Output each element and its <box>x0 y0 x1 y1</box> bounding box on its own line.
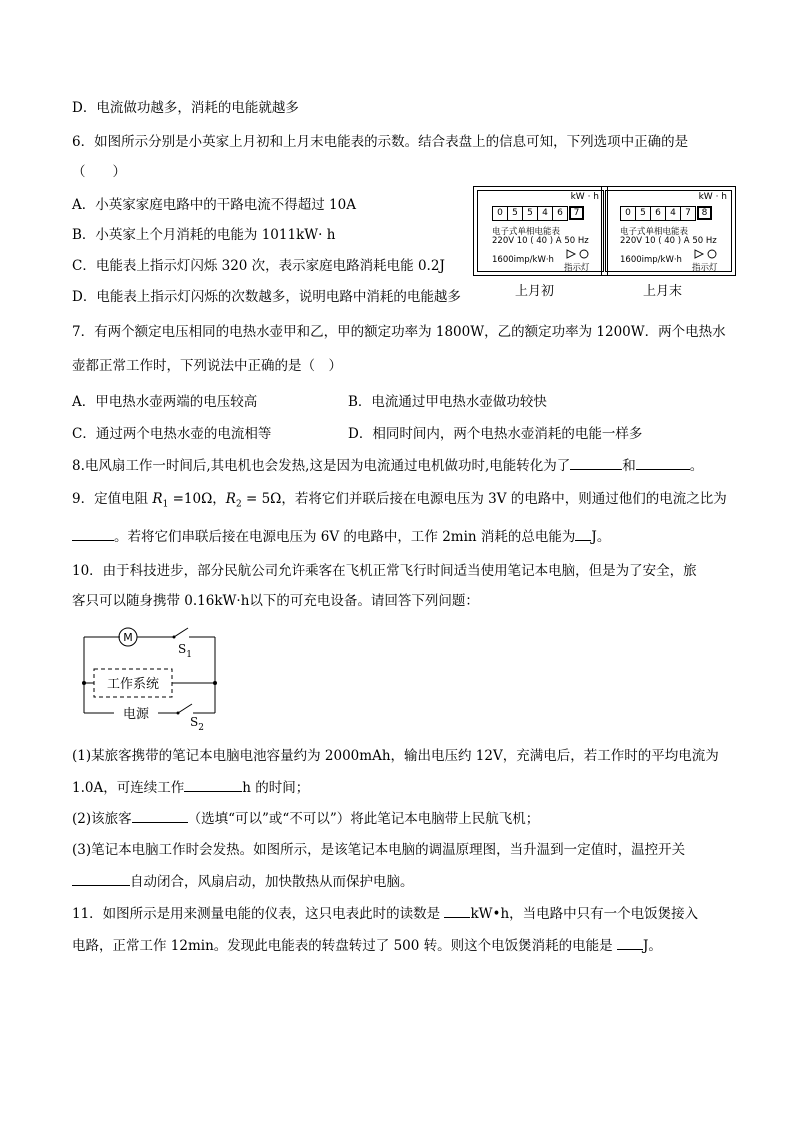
q10-sub1-text-2: h 的时间； <box>242 780 310 796</box>
q10-sub3-text: 自动闭合，风扇启动，加快散热从而保护电脑。 <box>130 874 414 890</box>
meter1-name: 电子式单相电能表 <box>492 227 561 237</box>
q10-sub3-line2 <box>72 871 414 892</box>
switch-pivot <box>177 712 180 715</box>
meter2-unit: kW · h <box>698 192 727 202</box>
meter1-unit: kW · h <box>570 192 599 202</box>
q10-sub2-blank[interactable] <box>132 808 188 823</box>
q9-text-3: J。 <box>591 529 611 545</box>
meter2-indicator-label: 指示灯 <box>692 263 718 273</box>
switch-s1-sub: 1 <box>186 650 192 660</box>
q9-line1 <box>72 489 727 515</box>
q10-sub1-line1: (1)某旅客携带的笔记本电脑电池容量约为 2000mAh，输出电压约 12V，充满电后，若工作时的平均电流为 <box>72 748 719 764</box>
meter1-imp: 1600imp/kW·h <box>492 255 554 265</box>
meter2-digit: 7 <box>680 206 696 221</box>
q9-r2-symbol: R <box>225 491 236 507</box>
q11-text-3: 电路，正常工作 12min。发现此电能表的转盘转过了 500 转。则这个电饭煲消耗的电能是 <box>72 938 617 954</box>
q11-line1 <box>72 903 698 924</box>
meter-start-of-month <box>473 186 608 276</box>
q7-option-a: A．甲电热水壶两端的电压较高 <box>72 394 258 410</box>
q11-text-4: J。 <box>642 938 662 954</box>
meter-end-of-month <box>601 186 736 276</box>
q9-r1-sub: 1 <box>162 499 169 510</box>
meter1-indicator-label: 指示灯 <box>564 263 590 273</box>
q9-r1-value: =10Ω， <box>168 491 226 507</box>
q6-option-b: B．小英家上个月消耗的电能为 1011kW· h <box>72 227 336 243</box>
switch-pivot <box>173 636 176 639</box>
meter1-digit: 6 <box>552 206 568 221</box>
circuit-diagram <box>72 625 222 733</box>
meter2-digit: 4 <box>665 206 681 221</box>
meter1-digit: 5 <box>522 206 538 221</box>
q7-option-d: D．相同时间内，两个电热水壶消耗的电能一样多 <box>348 426 643 442</box>
q11-blank-1[interactable] <box>444 903 470 918</box>
q8-blank-1[interactable] <box>570 455 622 470</box>
q8-text-1: 8.电风扇工作一时间后,其电机也会发热,这是因为电流通过电机做功时,电能转化为了 <box>72 458 571 474</box>
junction-dot <box>82 681 86 685</box>
q9-blank-2[interactable] <box>575 526 591 541</box>
q9-line2 <box>72 526 610 547</box>
meter2-digit: 0 <box>620 206 636 221</box>
q6-option-a: A．小英家家庭电路中的干路电流不得超过 10A <box>72 197 356 213</box>
meter1-caption: 上月初 <box>515 284 555 299</box>
q11-line2 <box>72 935 662 956</box>
switch-s2-letter: S <box>190 715 199 729</box>
q9-r2-sub: 2 <box>235 499 242 510</box>
q9-text-2: 。若将它们串联后接在电源电压为 6V 的电路中，工作 2min 消耗的总电能为 <box>114 529 576 545</box>
q9-blank-1[interactable] <box>72 526 114 541</box>
q8-text-2: 和 <box>622 458 636 474</box>
q10-sub1-blank[interactable] <box>184 777 242 792</box>
meter2-caption: 上月末 <box>643 284 683 299</box>
q7-line2: 壶都正常工作时，下列说法中正确的是（ ） <box>72 358 342 374</box>
meter2-digit: 6 <box>650 206 666 221</box>
q10-sub3-blank[interactable] <box>72 871 130 886</box>
meter2-digits <box>620 206 711 221</box>
junction-dot <box>213 681 217 685</box>
q6-option-c: C．电能表上指示灯闪烁 320 次，表示家庭电路消耗电能 0.2J <box>72 258 445 274</box>
q10-sub2-text-2: （选填“可以”或“不可以”）将此笔记本电脑带上民航飞机； <box>187 811 540 827</box>
q6-paren: （ ） <box>72 164 126 180</box>
meter1-digit-decimal: 7 <box>569 206 584 220</box>
q6-option-d: D．电能表上指示灯闪烁的次数越多，说明电路中消耗的电能越多 <box>72 289 461 305</box>
switch-s2-sub: 2 <box>198 723 204 733</box>
q8-blank-2[interactable] <box>636 455 690 470</box>
meter1-digit: 0 <box>492 206 508 221</box>
q11-text-1: 11．如图所示是用来测量电能的仪表，这只电表此时的读数是 <box>72 906 445 922</box>
q7-line1: 7．有两个额定电压相同的电热水壶甲和乙，甲的额定功率为 1800W，乙的额定功率为 1200W．两个电热水 <box>72 324 726 340</box>
q10-sub1-line2 <box>72 777 309 798</box>
meter2-digit-decimal: 8 <box>697 206 712 220</box>
q7-option-b: B．电流通过甲电热水壶做功较快 <box>348 394 547 410</box>
work-system-label: 工作系统 <box>106 677 160 692</box>
q5-option-d: D．电流做功越多，消耗的电能就越多 <box>72 100 299 116</box>
switch-s1-letter: S <box>178 642 187 656</box>
q11-text-2: kW•h，当电路中只有一个电饭煲接入 <box>470 906 699 922</box>
indicator-light-icon <box>694 249 720 259</box>
meter2-imp: 1600imp/kW·h <box>620 255 682 265</box>
meter1-digit: 4 <box>537 206 553 221</box>
q11-blank-2[interactable] <box>617 935 643 950</box>
meter1-digit: 5 <box>507 206 523 221</box>
meter1-digits <box>492 206 583 221</box>
motor-label: M <box>123 631 133 644</box>
q8 <box>72 455 703 476</box>
indicator-light-icon <box>566 249 592 259</box>
q10-sub1-text-1: 1.0A，可连续工作 <box>72 780 185 796</box>
switch-s1-label <box>178 642 192 660</box>
meter2-name: 电子式单相电能表 <box>620 227 689 237</box>
meter1-spec: 220V 10 ( 40 ) A 50 Hz <box>492 236 589 246</box>
q10-sub2 <box>72 808 539 829</box>
q9-text-1: 9．定值电阻 <box>72 491 153 507</box>
q10-line1: 10．由于科技进步，部分民航公司允许乘客在飞机正常飞行时间适当使用笔记本电脑，但是为了安全，旅 <box>72 563 697 579</box>
power-source-label: 电源 <box>122 707 150 722</box>
q6-stem: 6．如图所示分别是小英家上月初和上月末电能表的示数。结合表盘上的信息可知，下列选项中正确的是 <box>72 134 689 150</box>
q9-r2-value: = 5Ω，若将它们并联后接在电源电压为 3V 的电路中，则通过他们的电流之比为 <box>241 491 727 507</box>
meter2-spec: 220V 10 ( 40 ) A 50 Hz <box>620 236 717 246</box>
q7-option-c: C．通过两个电热水壶的电流相等 <box>72 426 272 442</box>
q9-r1-symbol: R <box>152 491 163 507</box>
q10-line2: 客只可以随身携带 0.16kW·h以下的可充电设备。请回答下列问题： <box>72 593 479 609</box>
switch-s2-label <box>190 715 204 733</box>
meter2-digit: 5 <box>635 206 651 221</box>
q8-text-3: 。 <box>689 458 704 474</box>
q10-sub3-line1: (3)笔记本电脑工作时会发热。如图所示，是该笔记本电脑的调温原理图，当升温到一定值时，温控开关 <box>72 842 686 858</box>
q10-sub2-text-1: (2)该旅客 <box>72 811 132 827</box>
